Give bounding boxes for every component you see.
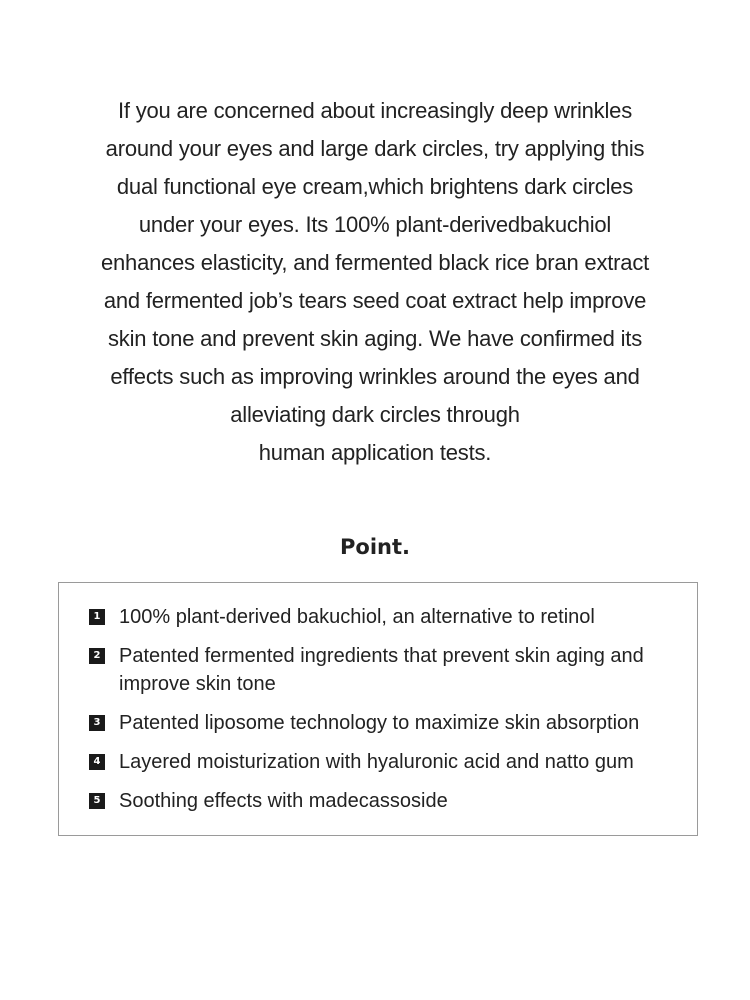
number-2-square-icon: 2 [89,648,105,664]
point-item-text: 100% plant-derived bakuchiol, an alternative to retinol [119,606,595,628]
point-item [89,787,687,815]
point-item [89,709,687,737]
intro-line: effects such as improving wrinkles around the eyes and [110,364,640,389]
intro-line: If you are concerned about increasingly deep wrinkles [117,98,633,123]
point-list [89,603,687,826]
intro-line: skin tone and prevent skin aging. We have confirmed its [107,326,642,351]
number-5-square-icon: 5 [89,793,105,809]
point-item-text: Patented liposome technology to maximize skin absorption [119,712,640,734]
number-1-square-icon: 1 [89,609,105,625]
point-item-text: Soothing effects with madecassoside [119,790,448,812]
intro-paragraph [40,92,710,472]
intro-line: alleviating dark circles through [230,402,520,427]
number-4-square-icon: 4 [89,754,105,770]
intro-line: around your eyes and large dark circles, try applying this [105,136,645,161]
point-item [89,748,687,776]
number-3-square-icon: 3 [89,715,105,731]
intro-line: dual functional eye cream,which brightens dark circles [116,174,634,199]
point-item-text: Patented fermented ingredients that prevent skin aging and improve skin tone [119,645,644,695]
point-title: Point. [340,535,410,559]
point-item [89,603,687,631]
intro-line: enhances elasticity, and fermented black rice bran extract [100,250,650,275]
intro-line: human application tests. [258,440,492,465]
point-item-text: Layered moisturization with hyaluronic acid and natto gum [119,751,634,773]
point-item [89,642,687,698]
intro-line: and fermented job’s tears seed coat extract help improve [103,288,647,313]
point-box [58,582,698,836]
intro-line: under your eyes. Its 100% plant-derivedbakuchiol [138,212,612,237]
